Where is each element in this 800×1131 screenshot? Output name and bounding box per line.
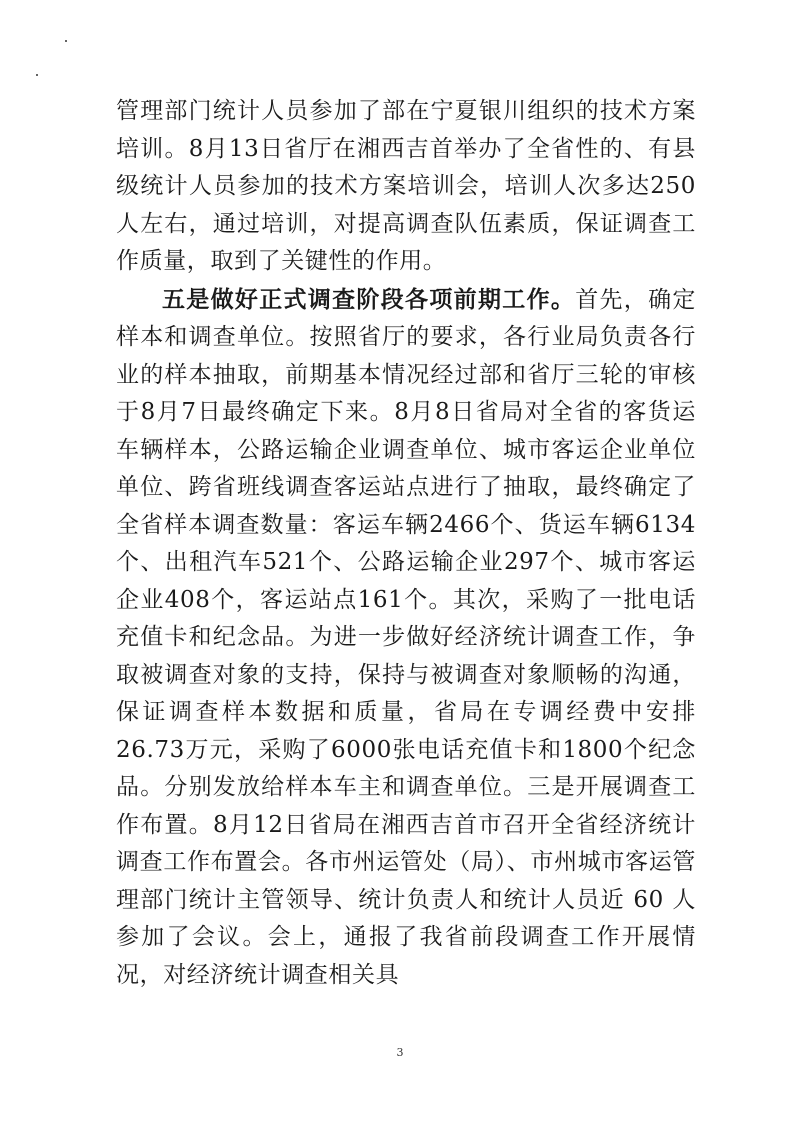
scan-speck [65, 40, 67, 42]
paragraph-continuation [116, 92, 696, 281]
scan-speck [36, 74, 38, 76]
page-number: 3 [396, 1046, 404, 1059]
paragraph-body: 首先，确定样本和调查单位。按照省厅的要求，各行业局负责各行业的样本抽取，前期基本情况经过部和省厅三轮的审核于8月7日最终确定下来。8月8日省局对全省的客货运车辆样本，公路运输企业调查单位、城市客运企业单位单位、跨省班线调查客运站点进行了抽取，最终确定了全省样本调查数量：客运车辆2466个、货运车辆6134个、出租汽车521个、公路运输企业297个、城市客运企业408个，客运站点161个。其次，采购了一批电话充值卡和纪念品。为进一步做好经济统计调查工作，争取被调查对象的支持，保持与被调查对象顺畅的沟通，保证调查样本数据和质量，省局在专调经费中安排26.73万元，采购了6000张电话充值卡和1800个纪念品。分别发放给样本车主和调查单位。三是开展调查工作布置。8月12日省局在湘西吉首市召开全省经济统计调查工作布置会。各市州运管处（局）、市州城市客运管理部门统计主管领导、统计负责人和统计人员近 60 人参加了会议。会上，通报了我省前段调查工作开展情况，对经济统计调查相关具 [116, 286, 697, 988]
paragraph-section-five [116, 281, 696, 995]
body-text [116, 92, 696, 994]
paragraph-body: 管理部门统计人员参加了部在宁夏银川组织的技术方案培训。8月13日省厅在湘西吉首举办了全省性的、有县级统计人员参加的技术方案培训会，培训人次多达250人左右，通过培训，对提高调查队伍素质，保证调查工作质量，取到了关键性的作用。 [116, 98, 696, 274]
paragraph-lead: 五是做好正式调查阶段各项前期工作。 [162, 285, 576, 313]
